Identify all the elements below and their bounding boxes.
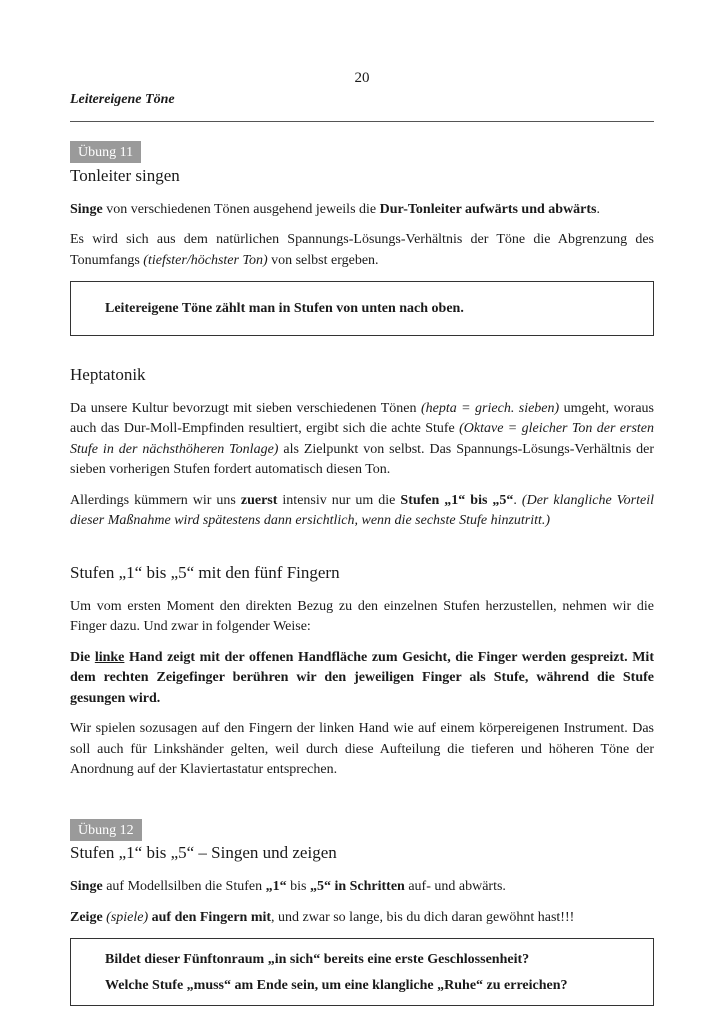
exercise-11-badge: Übung 11 (70, 141, 141, 163)
text-italic: (tiefster/höchster Ton) (143, 252, 268, 268)
fingers-paragraph-3: Wir spielen sozusagen auf den Fingern der linken Hand wie auf einem körpereigenen Instrument. Das soll auch für Linkshänder gelten, weil durch diese Aufteilung die tieferen und höheren Töne der Anordnung auf der Klaviertastatur entsprechen. (70, 721, 654, 777)
text-italic: (spiele) (106, 909, 149, 925)
text: Da unsere Kultur bevorzugt mit sieben verschiedenen Tönen (70, 400, 421, 416)
text: , und zwar so lange, bis du dich daran gewöhnt hast!!! (271, 909, 575, 925)
text-bold: Dur-Tonleiter aufwärts und abwärts (379, 201, 597, 217)
text-bold: Singe (70, 879, 103, 894)
text: . (596, 201, 601, 217)
text: bis (286, 879, 310, 894)
exercise-11-instruction (70, 200, 654, 221)
text-italic: (hepta = griech. sieben) (420, 400, 560, 416)
text-bold: Zeige (70, 909, 103, 925)
text-bold: Singe (70, 201, 103, 217)
exercise-11-paragraph (70, 230, 654, 271)
page-body (70, 141, 654, 1006)
fingers-title: Stufen „1“ bis „5“ mit den fünf Fingern (70, 562, 340, 582)
text: Allerdings kümmern wir uns (70, 492, 241, 508)
fingers-paragraph-1: Um vom ersten Moment den direkten Bezug zu den einzelnen Stufen herzustellen, nehmen wir die Finger dazu. Und zwar in folgender Weise: (70, 598, 654, 634)
spacer (70, 542, 654, 562)
text: intensiv nur um die (277, 492, 401, 508)
exercise-11-title: Tonleiter singen (70, 165, 180, 185)
exercise-12-badge: Übung 12 (70, 819, 142, 841)
text-italic: (Oktave = gleicher Ton der ersten Stufe in der nächsthöheren Tonlage) (70, 421, 654, 457)
heptatonik-paragraph-1 (70, 399, 654, 481)
text-bold: Stufen „1“ bis „5“ (400, 492, 514, 508)
running-header: Leitereigene Töne (70, 92, 175, 107)
spacer (70, 791, 654, 819)
exercise-12-instruction-2 (70, 908, 654, 929)
page-number: 20 (354, 70, 370, 86)
heptatonik-paragraph-2 (70, 491, 654, 532)
question-1: Bildet dieser Fünftonraum „in sich“ bereits eine erste Geschlossenheit? (105, 952, 530, 967)
text-bold: zuerst (240, 492, 278, 508)
text-bold: „5“ in Schritten (309, 879, 405, 894)
fingers-instruction (70, 648, 654, 710)
exercise-11-rule-box: Leitereigene Töne zählt man in Stufen von unten nach oben. (70, 281, 654, 336)
text: von verschiedenen Tönen ausgehend jeweils die (102, 201, 380, 217)
exercise-12-question-box (70, 938, 654, 1006)
exercise-12-instruction-1 (70, 877, 654, 898)
text: auf Modellsilben die Stufen (102, 879, 266, 894)
text: auf- und abwärts. (404, 879, 506, 894)
text: Die (70, 649, 95, 665)
text: Es wird sich aus dem natürlichen Spannungs-Lösungs-Verhältnis der Töne die Abgrenzung des Tonumfangs (70, 232, 654, 268)
header-divider (70, 121, 654, 122)
text-bold: auf den Fingern mit (151, 909, 272, 925)
spacer (70, 336, 654, 364)
text-underlined: linke (94, 649, 125, 665)
heptatonik-title: Heptatonik (70, 364, 146, 384)
question-2: Welche Stufe „muss“ am Ende sein, um eine klangliche „Ruhe“ zu erreichen? (105, 978, 568, 993)
text: Hand zeigt mit der offenen Handfläche zum Gesicht, die Finger werden gespreizt. Mit dem rechten Zeigefinger berühren wir den jeweiligen Finger als Stufe, während die Stufe gesungen wird. (70, 649, 654, 706)
text-italic: (Der klangliche Vorteil dieser Maßnahme wird spätestens dann ersichtlich, wenn die sechste Stufe hinzutritt.) (70, 492, 654, 528)
text: als Zielpunkt von selbst. Das Spannungs-Lösungs-Verhältnis der sieben vorherigen Stufen fordert automatisch diesen Ton. (70, 441, 654, 477)
exercise-12-title: Stufen „1“ bis „5“ – Singen und zeigen (70, 843, 337, 862)
text: . (513, 492, 522, 508)
text: von selbst ergeben. (267, 252, 379, 268)
text-bold: „1“ (265, 879, 287, 894)
text: umgeht, woraus auch das Dur-Moll-Empfinden resultiert, ergibt sich die achte Stufe (70, 400, 654, 436)
